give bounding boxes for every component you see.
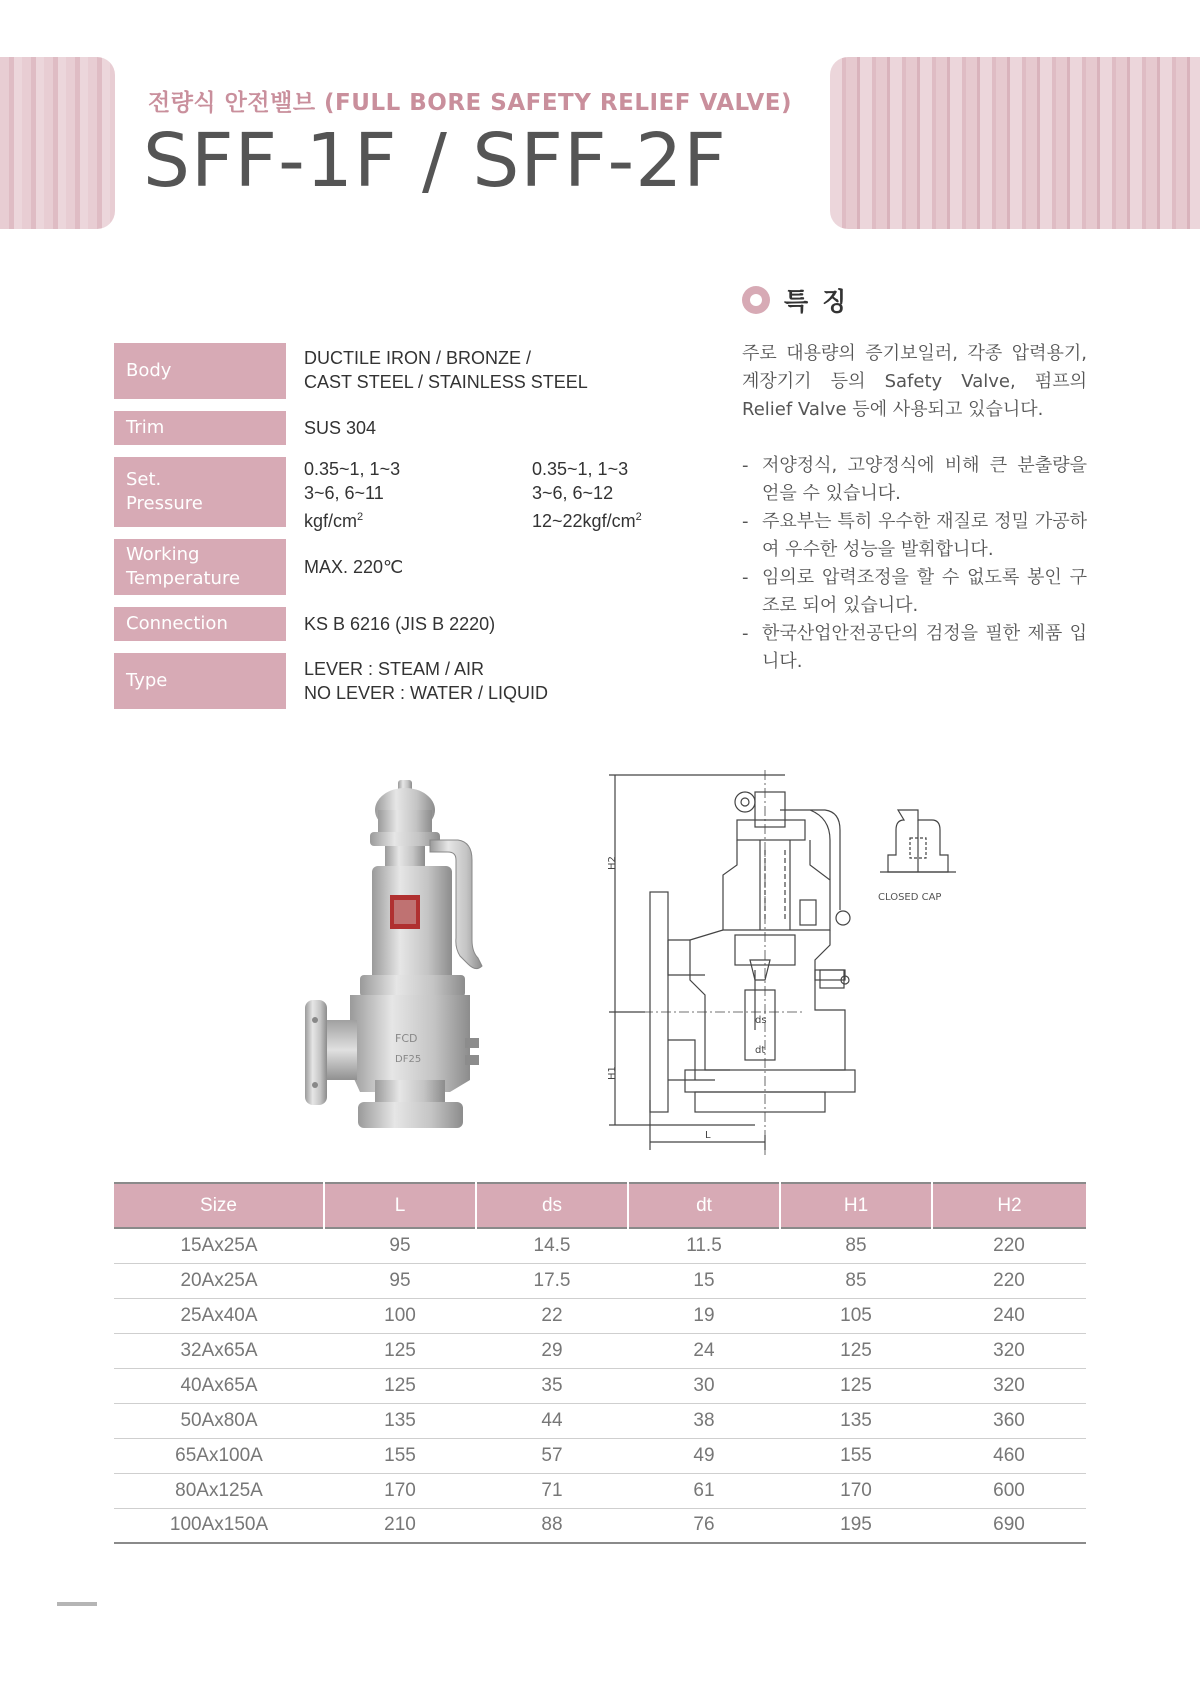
table-cell: 125: [324, 1333, 476, 1368]
dimensions-table: [114, 1182, 1086, 1544]
table-header-row: [114, 1183, 1086, 1228]
table-cell: 71: [476, 1473, 628, 1508]
spec-value: MAX. 220℃: [304, 557, 404, 577]
spec-value-line: $12\sim 22kgf/cm^2$: [532, 511, 642, 531]
feature-item: - 저양정식, 고양정식에 비해 큰 분출량을 얻을 수 있습니다.: [742, 452, 1087, 508]
spec-label: Trim: [114, 411, 286, 445]
table-cell: 125: [324, 1368, 476, 1403]
table-row: [114, 1333, 1086, 1368]
spec-value: KS B 6216 (JIS B 2220): [304, 614, 496, 634]
table-row: [114, 1263, 1086, 1298]
table-cell: 49: [628, 1438, 780, 1473]
column-header: L: [324, 1183, 476, 1228]
table-cell: 210: [324, 1508, 476, 1543]
table-cell: 195: [780, 1508, 932, 1543]
spec-value-line: DUCTILE IRON / BRONZE /: [304, 348, 532, 368]
table-cell: 95: [324, 1228, 476, 1263]
table-cell: 100Ax150A: [114, 1508, 324, 1543]
table-cell: 20Ax25A: [114, 1263, 324, 1298]
table-cell: 88: [476, 1508, 628, 1543]
spec-label: Type: [114, 653, 286, 709]
dimension-label-h2: H2: [607, 856, 618, 870]
spec-row-set-pressure: [114, 457, 674, 531]
table-cell: 15: [628, 1263, 780, 1298]
table-cell: 170: [780, 1473, 932, 1508]
page-marker: [57, 1602, 97, 1606]
table-cell: 15Ax25A: [114, 1228, 324, 1263]
table-row: [114, 1473, 1086, 1508]
spec-value-line: 0.35~1, 1~3: [532, 459, 629, 479]
spec-value-line: 0.35~1, 1~3: [304, 459, 401, 479]
table-cell: 155: [324, 1438, 476, 1473]
table-cell: 135: [324, 1403, 476, 1438]
table-cell: 76: [628, 1508, 780, 1543]
table-cell: 61: [628, 1473, 780, 1508]
spec-value: [304, 346, 588, 394]
features-title: 특징: [784, 287, 861, 316]
table-cell: 170: [324, 1473, 476, 1508]
spec-row-type: [114, 653, 674, 709]
table-cell: 24: [628, 1333, 780, 1368]
table-row: [114, 1298, 1086, 1333]
table-cell: 600: [932, 1473, 1086, 1508]
table-row: [114, 1508, 1086, 1543]
spec-label-line: Pressure: [126, 493, 203, 514]
spec-value: SUS 304: [304, 418, 377, 438]
header-banner-left: [0, 57, 115, 229]
table-cell: 220: [932, 1228, 1086, 1263]
column-header: dt: [628, 1183, 780, 1228]
table-cell: 135: [780, 1403, 932, 1438]
table-cell: 155: [780, 1438, 932, 1473]
table-cell: 125: [780, 1368, 932, 1403]
spec-value-line: 3~6, 6~11: [304, 483, 384, 503]
column-header: H2: [932, 1183, 1086, 1228]
table-cell: 460: [932, 1438, 1086, 1473]
product-title: SFF-1F / SFF-2F: [143, 118, 727, 204]
table-cell: 38: [628, 1403, 780, 1438]
table-cell: 125: [780, 1333, 932, 1368]
table-row: [114, 1368, 1086, 1403]
features-list: [742, 452, 1087, 676]
photo-casting-mark: FCD: [395, 1032, 418, 1045]
dimension-label-ds: ds: [755, 1015, 767, 1026]
table-row: [114, 1228, 1086, 1263]
spec-label: [114, 539, 286, 595]
table-cell: 29: [476, 1333, 628, 1368]
table-cell: 57: [476, 1438, 628, 1473]
table-cell: 22: [476, 1298, 628, 1333]
spec-row-working-temperature: [114, 539, 674, 595]
dimension-label-dt: dt: [755, 1045, 766, 1056]
table-cell: 25Ax40A: [114, 1298, 324, 1333]
spec-label-line: Working: [126, 544, 200, 565]
table-cell: 240: [932, 1298, 1086, 1333]
closed-cap-drawing: [870, 800, 965, 910]
closed-cap-label: CLOSED CAP: [878, 892, 942, 903]
spec-value-line: kgf/$cm^2$: [304, 511, 364, 531]
dimension-label-h1: H1: [607, 1066, 618, 1080]
column-header: ds: [476, 1183, 628, 1228]
spec-value: [304, 657, 548, 705]
column-header: Size: [114, 1183, 324, 1228]
spec-label: Connection: [114, 607, 286, 641]
dimension-label-l: L: [705, 1130, 711, 1141]
spec-value-col2: [532, 457, 642, 533]
spec-row-body: [114, 343, 674, 399]
table-row: [114, 1403, 1086, 1438]
table-cell: 85: [780, 1263, 932, 1298]
table-cell: 14.5: [476, 1228, 628, 1263]
spec-row-trim: [114, 411, 674, 445]
table-cell: 19: [628, 1298, 780, 1333]
table-cell: 44: [476, 1403, 628, 1438]
table-cell: 40Ax65A: [114, 1368, 324, 1403]
table-cell: 35: [476, 1368, 628, 1403]
features-heading: [742, 282, 860, 318]
table-cell: 32Ax65A: [114, 1333, 324, 1368]
table-cell: 690: [932, 1508, 1086, 1543]
table-cell: 360: [932, 1403, 1086, 1438]
table-cell: 50Ax80A: [114, 1403, 324, 1438]
table-cell: 85: [780, 1228, 932, 1263]
spec-label-line: Set.: [126, 469, 162, 490]
table-row: [114, 1438, 1086, 1473]
table-cell: 17.5: [476, 1263, 628, 1298]
header-banner-right: [830, 57, 1200, 229]
table-cell: 320: [932, 1333, 1086, 1368]
spec-label-line: Temperature: [126, 568, 241, 589]
table-cell: 95: [324, 1263, 476, 1298]
spec-label: Body: [114, 343, 286, 399]
feature-item: - 주요부는 특히 우수한 재질로 정밀 가공하여 우수한 성능을 발휘합니다.: [742, 508, 1087, 564]
product-subtitle: 전량식 안전밸브 (FULL BORE SAFETY RELIEF VALVE): [148, 90, 793, 116]
spec-value-col1: [304, 457, 400, 533]
spec-value-line: CAST STEEL / STAINLESS STEEL: [304, 372, 588, 392]
feature-item: - 한국산업안전공단의 검정을 필한 제품 입니다.: [742, 620, 1087, 676]
table-cell: 65Ax100A: [114, 1438, 324, 1473]
table-cell: 11.5: [628, 1228, 780, 1263]
feature-item: - 임의로 압력조정을 할 수 없도록 봉인 구조로 되어 있습니다.: [742, 564, 1087, 620]
spec-value-line: NO LEVER : WATER / LIQUID: [304, 683, 549, 703]
spec-label: [114, 457, 286, 527]
column-header: H1: [780, 1183, 932, 1228]
features-intro: 주로 대용량의 증기보일러, 각종 압력용기, 계장기기 등의 Safety Valve, 펌프의 Relief Valve 등에 사용되고 있습니다.: [742, 343, 1087, 420]
spec-value-line: LEVER : STEAM / AIR: [304, 659, 485, 679]
table-cell: 320: [932, 1368, 1086, 1403]
circle-bullet-icon: [742, 286, 770, 314]
table-cell: 105: [780, 1298, 932, 1333]
spec-row-connection: [114, 607, 674, 641]
valve-photo: [300, 780, 510, 1135]
table-cell: 100: [324, 1298, 476, 1333]
photo-casting-mark: DF25: [395, 1054, 422, 1065]
spec-value-line: 3~6, 6~12: [532, 483, 614, 503]
table-cell: 220: [932, 1263, 1086, 1298]
table-cell: 80Ax125A: [114, 1473, 324, 1508]
table-cell: 30: [628, 1368, 780, 1403]
